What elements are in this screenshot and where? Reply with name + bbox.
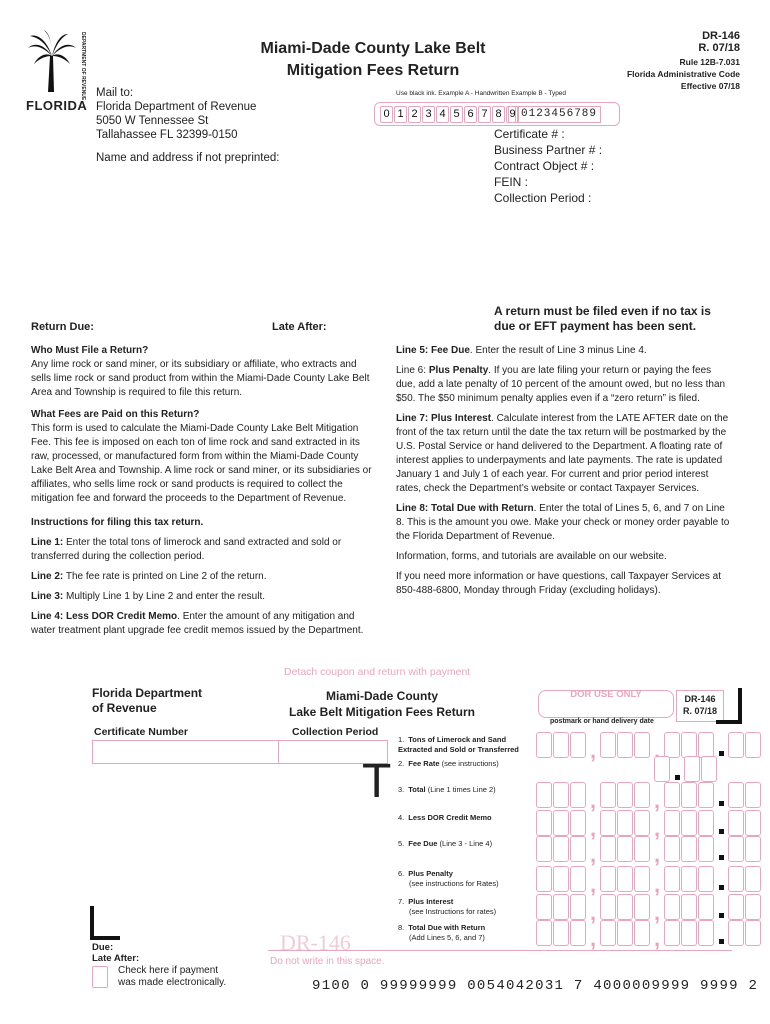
line5-text: . Enter the result of Line 3 minus Line 4. <box>469 345 647 356</box>
coupon-line-number: 8. <box>398 923 405 932</box>
postmark-label: postmark or hand delivery date <box>550 718 654 725</box>
digit-cell[interactable] <box>698 894 714 920</box>
digit-cell[interactable] <box>664 836 680 862</box>
dor-use-box <box>538 690 674 718</box>
digit-cell[interactable] <box>728 836 744 862</box>
digit-cell[interactable] <box>681 894 697 920</box>
example-digit-cell: 6 <box>464 106 477 123</box>
coupon-line-number: 3. <box>398 785 405 794</box>
coupon-line-note: (Line 3 - Line 4) <box>437 839 493 848</box>
comma-separator <box>587 894 600 920</box>
electronic-line1: Check here if payment <box>118 965 219 976</box>
digit-cell[interactable] <box>634 782 650 808</box>
typed-digits: 0123456789 <box>517 106 601 123</box>
coupon-line-1-label <box>398 735 536 755</box>
digit-cell[interactable] <box>728 894 744 920</box>
scanline: 9100 0 99999999 0054042031 7 4000009999 9999 2 <box>312 978 759 994</box>
digit-cell[interactable] <box>634 894 650 920</box>
coupon-dept-line1: Florida Department <box>92 686 203 700</box>
digit-cell[interactable] <box>745 866 761 892</box>
digit-cell[interactable] <box>634 866 650 892</box>
digit-cell[interactable] <box>664 810 680 836</box>
line5-instruction <box>396 344 732 358</box>
id-block <box>494 126 602 206</box>
form-title-line1: Miami-Dade County Lake Belt <box>260 40 486 57</box>
filing-notice <box>494 304 711 334</box>
return-due-label: Return Due: <box>31 321 94 333</box>
comma-separator <box>587 732 600 758</box>
no-write-label: Do not write in this space. <box>270 956 385 967</box>
coupon-title <box>270 688 494 720</box>
logo-dept-text: DEPARTMENT OF REVENUE <box>80 32 86 101</box>
coupon-line-note: (see instructions for Rates) <box>409 879 499 888</box>
decimal-point <box>715 894 728 920</box>
example-digit-cell: 5 <box>450 106 463 123</box>
digit-cell[interactable] <box>698 782 714 808</box>
comma-separator <box>587 836 600 862</box>
coupon-line-note: (Add Lines 5, 6, and 7) <box>409 933 485 942</box>
example-digit-cell: 2 <box>408 106 421 123</box>
digit-cell[interactable] <box>617 894 633 920</box>
business-partner-label: Business Partner # : <box>494 143 603 157</box>
digit-cell[interactable] <box>600 894 616 920</box>
coupon-dept <box>92 686 202 716</box>
coupon-line-title: Tons of Limerock and Sand Extracted and Sold or Transferred <box>398 735 519 754</box>
instructions-left <box>31 344 375 638</box>
coupon-line-title: Total <box>408 785 426 794</box>
help-text: If you need more information or have questions, call Taxpayer Services at 850-488-6800, Monday through Friday (excluding holidays). <box>396 571 721 596</box>
typed-lead-cell <box>508 106 516 123</box>
digit-cell[interactable] <box>570 836 586 862</box>
line6-bold: Plus Penalty <box>428 365 489 376</box>
coupon-line-title: Plus Interest <box>408 897 454 906</box>
example-digit-cell: 9 <box>506 106 519 123</box>
form-effective: Effective 07/18 <box>680 81 740 91</box>
comma-separator <box>651 732 664 758</box>
digit-cell[interactable] <box>600 866 616 892</box>
comma-separator <box>651 836 664 862</box>
example-typed <box>508 106 601 123</box>
digit-cell[interactable] <box>553 810 569 836</box>
decimal-point <box>715 866 728 892</box>
coupon-line-7-amount-field[interactable] <box>536 894 762 920</box>
decimal-point <box>715 732 728 758</box>
fein-label: FEIN : <box>494 175 529 189</box>
coupon-line-2-amount-field[interactable] <box>654 756 718 782</box>
digit-cell[interactable] <box>553 732 569 758</box>
logo-florida-text: FLORIDA <box>26 98 88 113</box>
digit-cell[interactable] <box>728 782 744 808</box>
ink-note: Use black ink. Example A - Handwritten Example B - Typed <box>396 90 567 97</box>
coupon-line-note: (see Instructions for rates) <box>409 907 497 916</box>
digit-cell[interactable] <box>553 894 569 920</box>
digit-cell[interactable] <box>570 866 586 892</box>
coupon-line-6-label <box>398 869 536 889</box>
line7-text: . Calculate interest from the LATE AFTER date on the front of the tax return until the date the tax return will be postmarked by the U.S. Postal Service or hand delivered to the Department. A floating rate of interest applies to underpayments and late payments. The rate is updated January 1 and July 1 of each year. For current and prior period interest rates, check the Department’s website or contact Taxpayer Services. <box>396 413 729 494</box>
coupon-line-6-amount-field[interactable] <box>536 866 762 892</box>
instructions-right <box>396 344 732 598</box>
notice-line1: A return must be filed even if no tax is <box>494 304 711 318</box>
digit-cell[interactable] <box>698 810 714 836</box>
digit-cell[interactable] <box>664 894 680 920</box>
dor-use-label: DOR USE ONLY <box>570 689 642 700</box>
digit-cell[interactable] <box>728 732 744 758</box>
digit-cell[interactable] <box>664 732 680 758</box>
notice-line2: due or EFT payment has been sent. <box>494 319 697 333</box>
digit-cell[interactable] <box>698 836 714 862</box>
line3-text: Multiply Line 1 by Line 2 and enter the result. <box>66 591 266 602</box>
digit-cell[interactable] <box>681 782 697 808</box>
digit-cell[interactable] <box>745 836 761 862</box>
digit-cell[interactable] <box>684 756 700 782</box>
form-admin-code: Florida Administrative Code <box>626 69 740 79</box>
digit-cell[interactable] <box>617 810 633 836</box>
digit-cell[interactable] <box>570 894 586 920</box>
collection-period-label: Collection Period : <box>494 191 592 205</box>
t-mark: T <box>362 755 392 808</box>
digit-cell[interactable] <box>570 782 586 808</box>
contract-object-label: Contract Object # : <box>494 159 595 173</box>
coupon-line-number: 5. <box>398 839 405 848</box>
example-digit-cell: 4 <box>436 106 449 123</box>
coupon-form-number: DR-146 <box>684 694 716 704</box>
certificate-number-field[interactable] <box>92 740 280 764</box>
digit-cell[interactable] <box>681 810 697 836</box>
digit-cell[interactable] <box>617 732 633 758</box>
digit-cell[interactable] <box>536 836 552 862</box>
coupon-line-number: 4. <box>398 813 405 822</box>
coupon-late-after-label: Late After: <box>92 953 140 964</box>
corner-mark-bottom-left <box>90 906 120 940</box>
comma-separator <box>587 782 600 808</box>
line1-instruction <box>31 536 375 564</box>
line7-label: Line 7: Plus Interest <box>396 413 492 424</box>
who-text: Any lime rock or sand miner, or its subsidiary or affiliate, who extracts and sells lime rock or sand product from within the Miami-Dade County Lake Belt Area and Township is required to file this return. <box>31 359 370 398</box>
coupon-line-4-label <box>398 813 536 823</box>
comma-separator <box>587 810 600 836</box>
digit-cell[interactable] <box>634 732 650 758</box>
coupon-line-title: Plus Penalty <box>408 869 453 878</box>
line1-text: Enter the total tons of limerock and sand extracted and sold or transferred during the collection period. <box>31 537 342 562</box>
example-digit-cell: 0 <box>380 106 393 123</box>
digit-cell[interactable] <box>634 836 650 862</box>
digit-cell[interactable] <box>570 732 586 758</box>
line2-instruction <box>31 570 375 584</box>
digit-cell[interactable] <box>664 782 680 808</box>
mail-address-line2: 5050 W Tennessee St <box>96 115 209 127</box>
digit-cell[interactable] <box>664 866 680 892</box>
digit-cell[interactable] <box>681 732 697 758</box>
coupon-line-title: Fee Rate <box>408 759 440 768</box>
digit-cell[interactable] <box>536 810 552 836</box>
decimal-point <box>715 836 728 862</box>
example-digit-cell: 1 <box>394 106 407 123</box>
line7-instruction <box>396 412 732 496</box>
instructions-heading: Instructions for filing this tax return. <box>31 517 204 528</box>
form-revision: R. 07/18 <box>698 42 740 54</box>
mail-to-label: Mail to: <box>96 87 134 99</box>
coupon-line-3-amount-field[interactable] <box>536 782 762 808</box>
coupon-line-number: 6. <box>398 869 405 878</box>
decimal-point <box>715 782 728 808</box>
detach-note: Detach coupon and return with payment <box>284 666 471 678</box>
digit-cell[interactable] <box>536 732 552 758</box>
decimal-point <box>715 810 728 836</box>
line6-label: Line 6: <box>396 365 429 376</box>
coupon-title-line2: Lake Belt Mitigation Fees Return <box>288 705 476 719</box>
form-title-line2: Mitigation Fees Return <box>286 62 460 79</box>
coupon-line-number: 7. <box>398 897 405 906</box>
digit-cell[interactable] <box>681 836 697 862</box>
digit-cell[interactable] <box>698 866 714 892</box>
line4-label: Line 4: Less DOR Credit Memo <box>31 611 178 622</box>
mail-to-block <box>96 86 279 165</box>
digit-cell[interactable] <box>698 732 714 758</box>
digit-cell[interactable] <box>745 732 761 758</box>
comma-separator <box>651 866 664 892</box>
digit-cell[interactable] <box>553 866 569 892</box>
coupon-title-line1: Miami-Dade County <box>325 689 438 703</box>
digit-cell[interactable] <box>553 836 569 862</box>
digit-cell[interactable] <box>745 810 761 836</box>
electronic-payment-checkbox[interactable] <box>92 966 108 988</box>
line8-label: Line 8: Total Due with Return <box>396 503 534 514</box>
digit-cell[interactable] <box>701 756 717 782</box>
digit-cell[interactable] <box>600 782 616 808</box>
coupon-line-1-amount-field[interactable] <box>536 732 762 758</box>
line3-instruction <box>31 590 375 604</box>
digit-cell[interactable] <box>728 810 744 836</box>
line1-label: Line 1: <box>31 537 64 548</box>
example-digit-cell: 7 <box>478 106 491 123</box>
decimal-point <box>671 756 684 782</box>
example-digit-cell: 8 <box>492 106 505 123</box>
coupon-line-title: Fee Due <box>408 839 438 848</box>
digit-cell[interactable] <box>681 866 697 892</box>
digit-cell[interactable] <box>553 782 569 808</box>
digit-cell[interactable] <box>617 782 633 808</box>
digit-cell[interactable] <box>600 810 616 836</box>
digit-cell[interactable] <box>634 810 650 836</box>
comma-separator <box>587 866 600 892</box>
coupon-line-note: (see instructions) <box>439 759 499 768</box>
line2-text: The fee rate is printed on Line 2 of the return. <box>65 571 267 582</box>
name-address-label: Name and address if not preprinted: <box>96 152 280 164</box>
form-id-block <box>627 30 740 91</box>
what-text: This form is used to calculate the Miami-Dade County Lake Belt Mitigation Fee. This fee is imposed on each ton of lime rock and sand extracted in its raw, processed, or manufactured form from within the Miami-Dade County Lake Belt Area and Township. A lime rock or sand miner, or its subsidiaries or affiliates, who sells lime rock or sand products is required to collect the mitigation fee and forward the proceeds to the Department of Revenue. <box>31 423 372 504</box>
example-digit-cell: 3 <box>422 106 435 123</box>
corner-mark-top-right <box>716 688 742 724</box>
coupon-line-7-label <box>398 897 536 917</box>
digit-cell[interactable] <box>570 810 586 836</box>
coupon-line-title: Less DOR Credit Memo <box>408 813 492 822</box>
digit-cell[interactable] <box>617 836 633 862</box>
form-number: DR-146 <box>702 30 740 42</box>
info-text: Information, forms, and tutorials are available on our website. <box>396 551 667 562</box>
line8-text: . Enter the total of Lines 5, 6, and 7 on Line 8. This is the amount you owe. Make your check or money order payable to the Florida Department of Revenue. <box>396 503 730 542</box>
coupon-dept-line2: of Revenue <box>92 701 157 715</box>
palm-tree-icon <box>26 30 78 92</box>
coupon-line-4-amount-field[interactable] <box>536 810 762 836</box>
coupon-line-title: Total Due with Return <box>408 923 486 932</box>
digit-cell[interactable] <box>745 894 761 920</box>
who-heading: Who Must File a Return? <box>31 345 149 356</box>
what-heading: What Fees are Paid on this Return? <box>31 409 200 420</box>
comma-separator <box>651 782 664 808</box>
digit-cell[interactable] <box>600 836 616 862</box>
digit-cell[interactable] <box>617 866 633 892</box>
digit-cell[interactable] <box>536 866 552 892</box>
watermark: DR-146 <box>280 930 351 955</box>
example-handwritten <box>380 106 520 123</box>
digit-cell[interactable] <box>745 920 761 946</box>
coupon-line-5-amount-field[interactable] <box>536 836 762 862</box>
digit-cell[interactable] <box>654 756 670 782</box>
due-label: Due: <box>92 942 114 953</box>
comma-separator <box>651 894 664 920</box>
mail-address-line3: Tallahassee FL 32399-0150 <box>96 129 238 141</box>
coupon-form-revision: R. 07/18 <box>682 706 718 716</box>
electronic-line2: was made electronically. <box>118 977 227 988</box>
line2-label: Line 2: <box>31 571 64 582</box>
electronic-payment-label <box>118 965 226 989</box>
digit-cell[interactable] <box>536 894 552 920</box>
coupon-line-2-label <box>398 759 536 769</box>
line6-instruction <box>396 364 732 406</box>
digit-cell[interactable] <box>600 732 616 758</box>
late-after-label: Late After: <box>272 321 327 333</box>
comma-separator <box>651 810 664 836</box>
form-rule: Rule 12B-7.031 <box>679 57 740 67</box>
coupon-line-number: 1. <box>398 735 405 744</box>
line5-label: Line 5: Fee Due <box>396 345 470 356</box>
digit-cell[interactable] <box>745 782 761 808</box>
coupon-line-note: (Line 1 times Line 2) <box>425 785 496 794</box>
line4-text: . Enter the amount of any mitigation and water treatment plant upgrade fee credit memos issued by the Department. <box>31 611 364 636</box>
coupon-line-number: 2. <box>398 759 405 768</box>
coupon-line-3-label <box>398 785 536 795</box>
certificate-label: Certificate # : <box>494 127 565 141</box>
certificate-number-label: Certificate Number <box>94 726 188 738</box>
line6-text: . If you are late filing your return or paying the fees due, add a late penalty of 10 percent of the amount owed, but no less than $50. The $50 minimum penalty applies even if a “zero return” is filed. <box>396 365 726 404</box>
coupon-line-5-label <box>398 839 536 849</box>
line4-instruction <box>31 610 375 638</box>
line3-label: Line 3: <box>31 591 64 602</box>
collection-period-coupon-label: Collection Period <box>292 726 379 738</box>
digit-cell[interactable] <box>536 782 552 808</box>
mail-address-line1: Florida Department of Revenue <box>96 101 257 113</box>
digit-cell[interactable] <box>728 866 744 892</box>
line8-instruction <box>396 502 732 544</box>
